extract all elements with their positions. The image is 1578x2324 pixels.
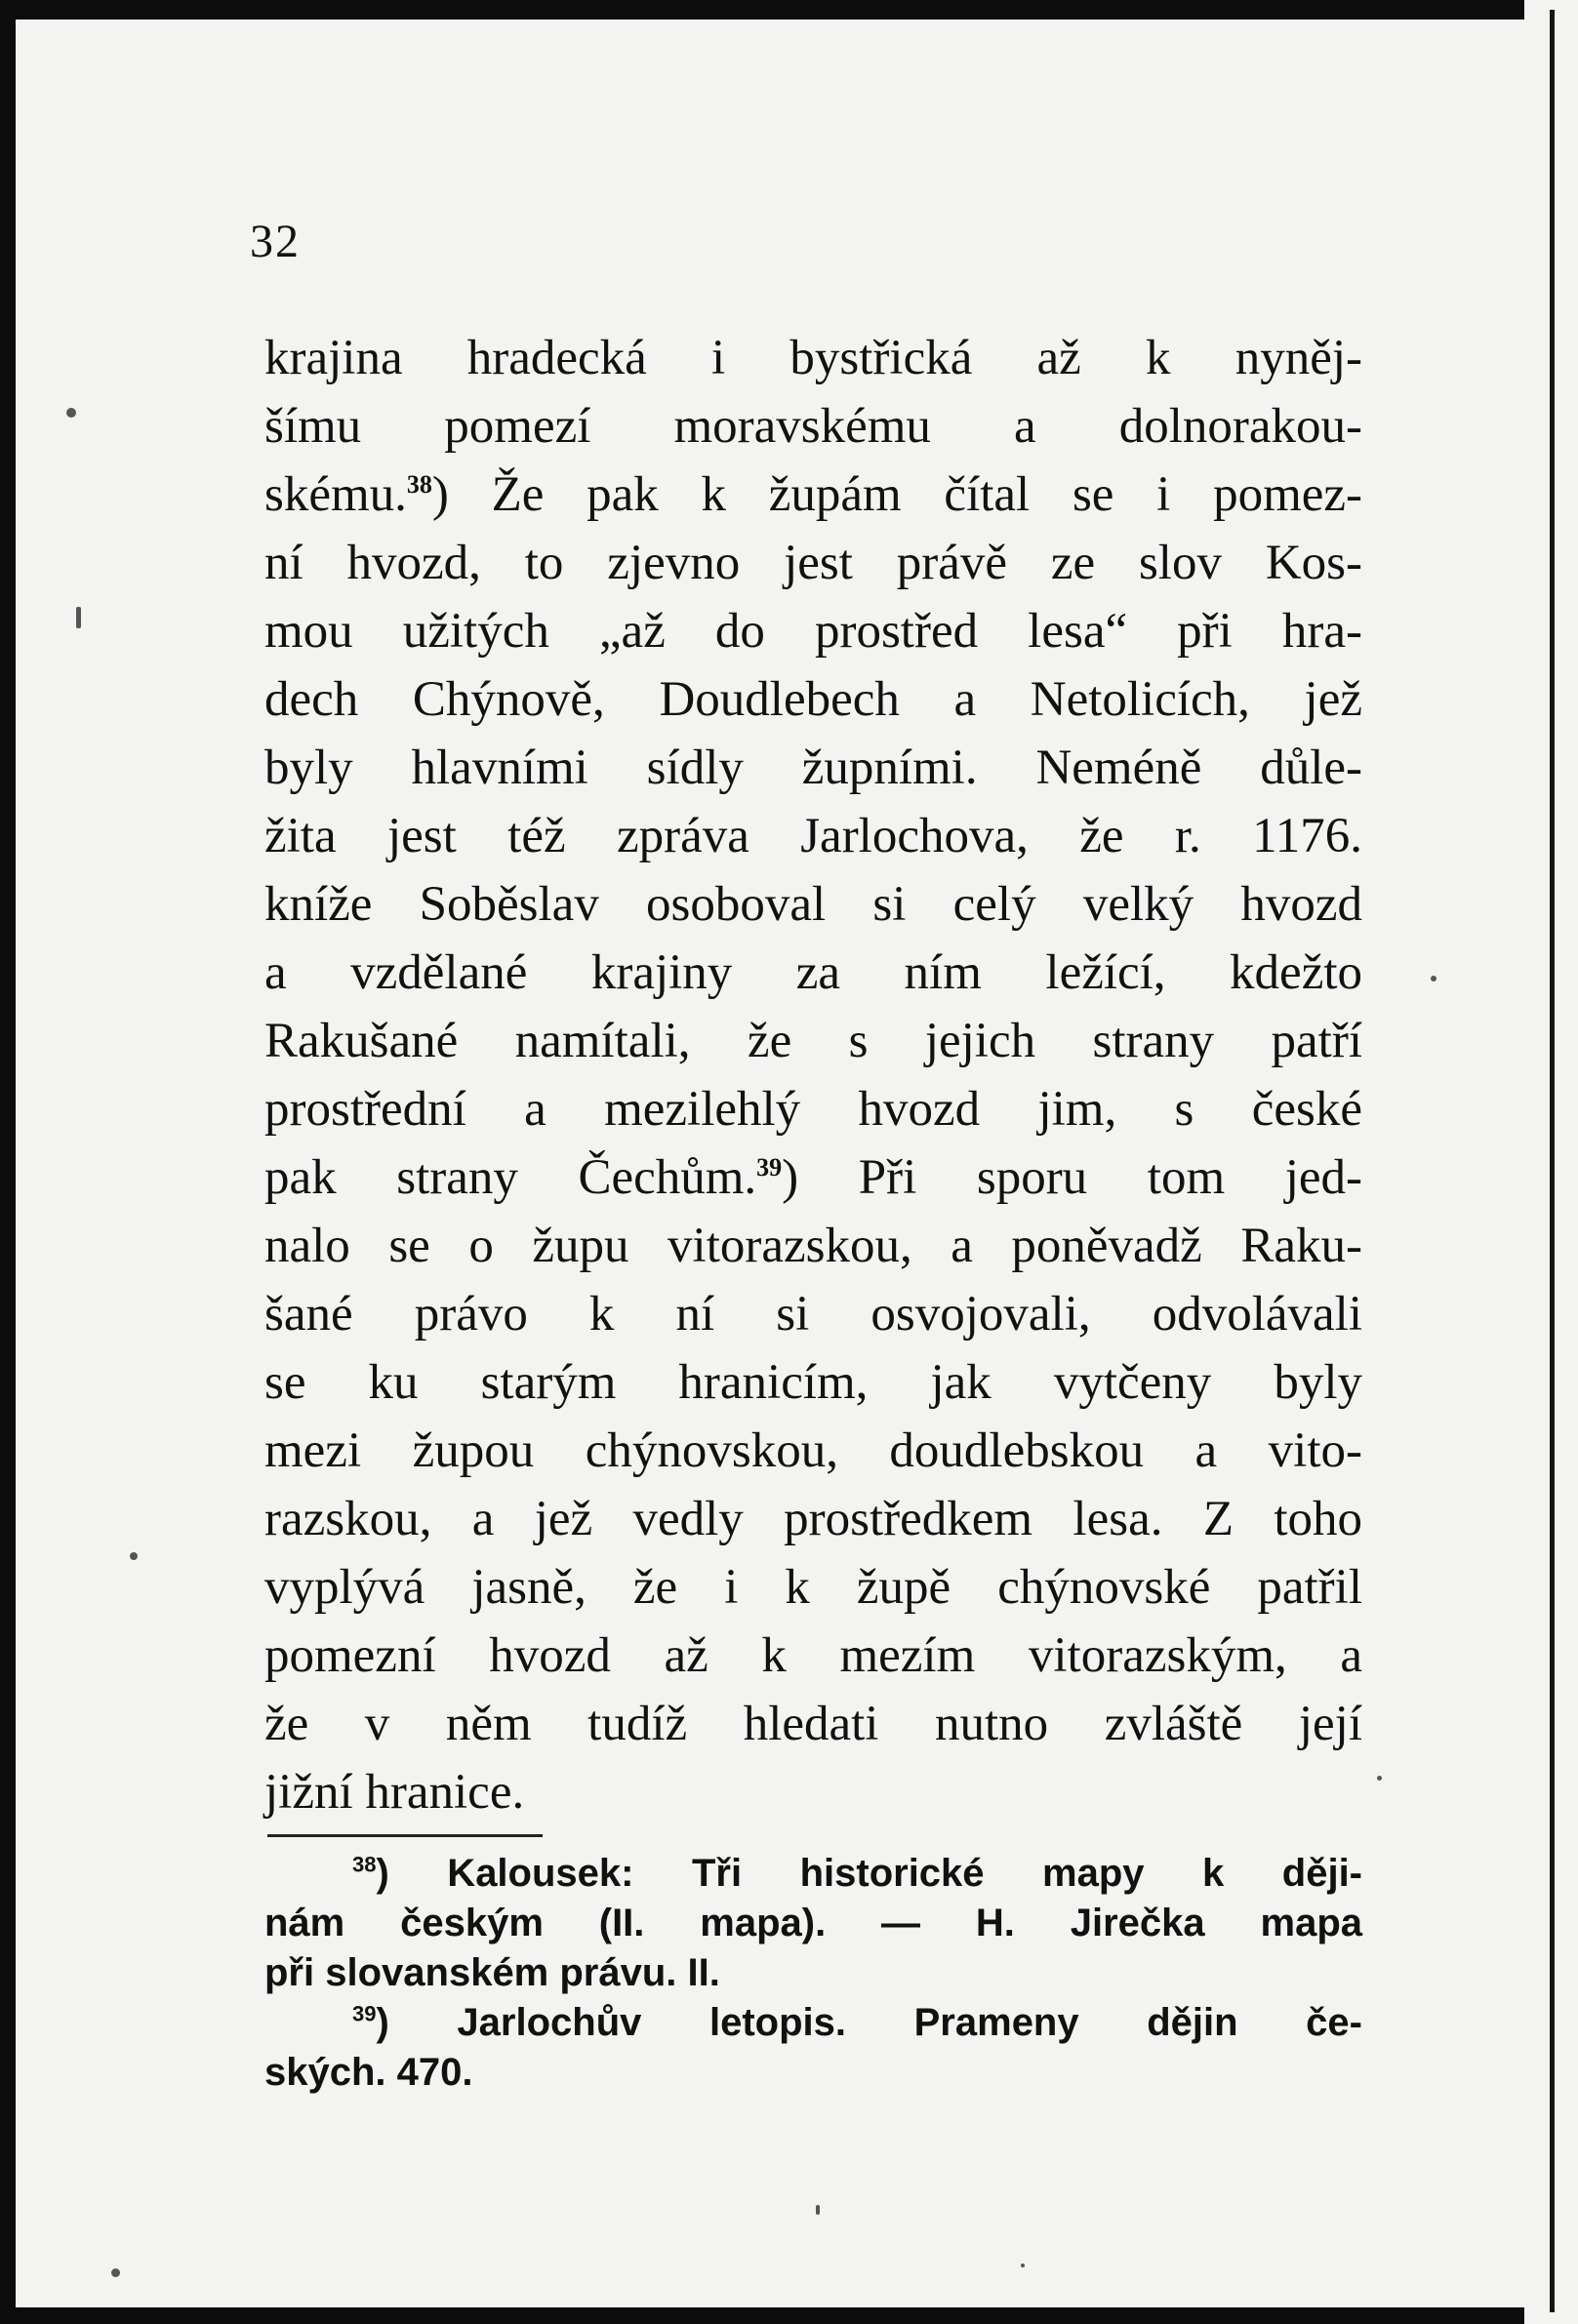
text-line: šímu pomezí moravskému a dolnorakou- (264, 399, 1362, 454)
footnote-separator (267, 1834, 543, 1837)
text-line: krajina hradecká i bystřická až k nyněj- (264, 331, 1362, 385)
page-number: 32 (250, 216, 301, 267)
text-line: jižní hranice. (264, 1765, 525, 1820)
text-line-start: pak strany Čechům. (264, 1150, 757, 1205)
footnote-line: při slovanském právu. II. (264, 1951, 720, 1994)
footnote-ref-38: 38 (406, 470, 432, 499)
text-line: ní hvozd, to zjevno jest právě ze slov Kos- (264, 536, 1362, 590)
spine-edge (1550, 10, 1555, 2312)
footnote-39 (264, 1998, 1362, 2048)
text-line: razskou, a jež vedly prostředkem lesa. Z toho (264, 1492, 1362, 1546)
print-speck (76, 607, 81, 628)
text-line (264, 461, 1362, 529)
text-line: nalo se o župu vitorazskou, a poněvadž Raku- (264, 1219, 1362, 1273)
text-line: pomezní hvozd až k mezím vitorazským, a (264, 1628, 1362, 1683)
text-line (264, 1143, 1362, 1212)
text-line: že v něm tudíž hledati nutno zvláště její (264, 1697, 1362, 1751)
text-line: prostřední a mezilehlý hvozd jim, s české (264, 1082, 1362, 1137)
main-text (264, 324, 1362, 1826)
text-line-start: skému. (264, 467, 407, 522)
text-line: Rakušané namítali, že s jejich strany patří (264, 1014, 1362, 1068)
footnotes (264, 1849, 1362, 2098)
text-line-end: ) Při sporu tom jed- (782, 1150, 1362, 1205)
text-line: šané právo k ní si osvojovali, odvolávali (264, 1287, 1362, 1342)
text-line: byly hlavními sídly župními. Neméně důle- (264, 741, 1362, 795)
text-line: mou užitých „až do prostřed lesa“ při hra- (264, 604, 1362, 659)
print-speck (1021, 2264, 1025, 2267)
book-spine (1524, 0, 1578, 2324)
footnote-ref-39: 39 (756, 1153, 783, 1182)
text-line: se ku starým hranicím, jak vytčeny byly (264, 1355, 1362, 1410)
footnote-38 (264, 1849, 1362, 1899)
footnote-line: nám českým (II. mapa). — H. Jirečka mapa (264, 1902, 1362, 1944)
print-speck (130, 1552, 138, 1560)
text-line: a vzdělané krajiny za ním ležící, kdežto (264, 945, 1362, 1000)
text-line: mezi župou chýnovskou, doudlebskou a vito- (264, 1423, 1362, 1478)
footnote-line: ) Kalousek: Tři historické mapy k ději- (376, 1852, 1362, 1895)
footnote-mark-39: 39 (352, 2001, 377, 2026)
book-page (16, 20, 1524, 2307)
text-line: vyplývá jasně, že i k župě chýnovské patřil (264, 1560, 1362, 1615)
print-speck (66, 408, 76, 418)
text-line: dech Chýnově, Doudlebech a Netolicích, jež (264, 672, 1362, 727)
print-speck (1377, 1776, 1382, 1781)
text-line: kníže Soběslav osoboval si celý velký hvozd (264, 877, 1362, 932)
footnote-line: ) Jarlochův letopis. Prameny dějin če- (376, 2001, 1362, 2044)
print-speck (816, 2205, 820, 2215)
print-speck (111, 2268, 120, 2277)
text-line-end: ) Že pak k župám čítal se i pomez- (431, 467, 1362, 522)
print-speck (1431, 976, 1436, 982)
footnote-line: ských. 470. (264, 2051, 473, 2094)
footnote-mark-38: 38 (352, 1852, 377, 1877)
text-line: žita jest též zpráva Jarlochova, že r. 1176. (264, 809, 1362, 863)
